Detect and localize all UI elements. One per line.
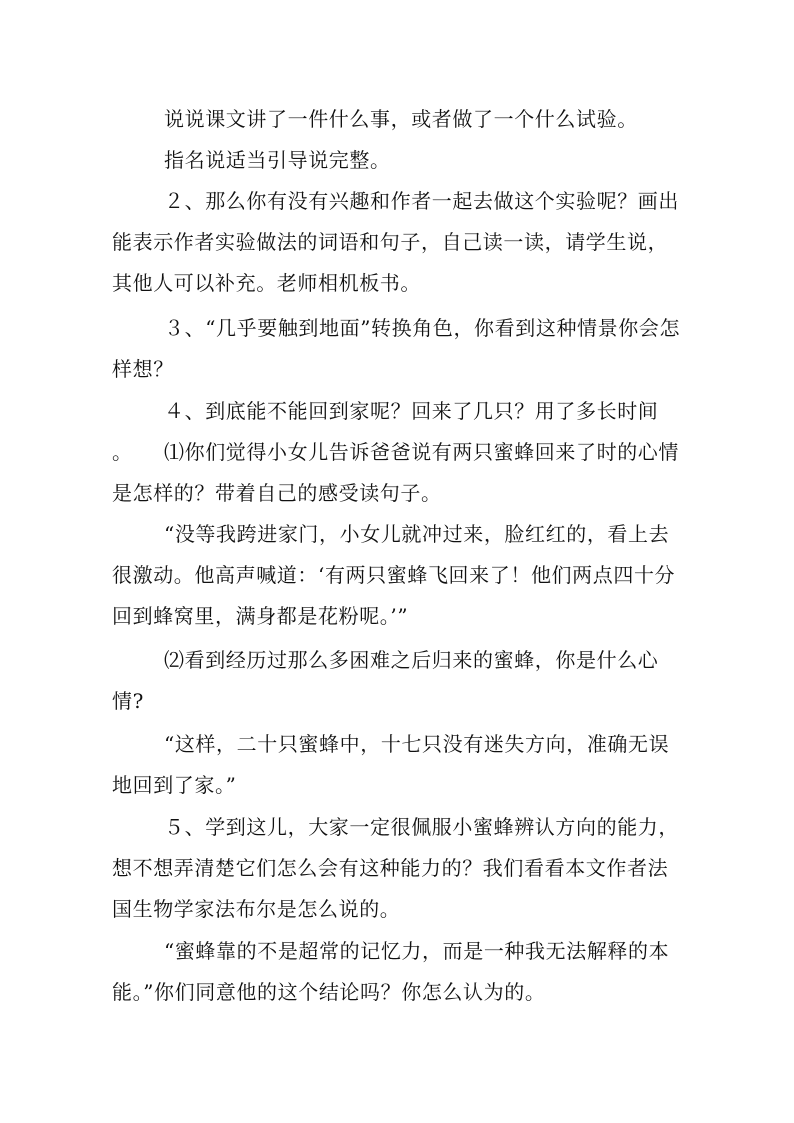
paragraph-1: 说说课文讲了一件什么事，或者做了一个什么试验。 — [164, 107, 638, 131]
paragraph-11-quote: “蜜蜂靠的不是超常的记忆力，而是一种我无法解释的本能。”你们同意他的这个结论吗？你怎么认为的。 — [112, 939, 670, 1004]
paragraph-8: ⑵看到经历过那么多困难之后归来的蜜蜂，你是什么心情? — [112, 648, 659, 713]
paragraph-4: ３、“几乎要触到地面”转换角色，你看到这种情景你会怎样想？ — [112, 316, 681, 381]
paragraph-3: ２、那么你有没有兴趣和作者一起去做这个实验呢？画出能表示作者实验做法的词语和句子，自己读一读，请学生说，其他人可以补充。老师相机板书。 — [112, 189, 679, 295]
paragraph-5: ４、到底能不能回到家呢？回来了几只？用了多长时间 。 — [112, 399, 659, 464]
paragraph-6: ⑴你们觉得小女儿告诉爸爸说有两只蜜蜂回来了时的心情是怎样的？带着自己的感受读句子。 — [112, 440, 679, 505]
paragraph-9-quote: “这样，二十只蜜蜂中，十七只没有迷失方向，准确无误地回到了家。” — [112, 732, 670, 797]
paragraph-2: 指名说适当引导说完整。 — [164, 148, 391, 172]
paragraph-7-quote: “没等我跨进家门，小女儿就冲过来，脸红红的，看上去很激动。他高声喊道：‘有两只蜜蜂飞回来了！他们两点四十分回到蜂窝里，满身都是花粉呢。’” — [112, 522, 676, 628]
paragraph-10: ５、学到这儿，大家一定很佩服小蜜蜂辨认方向的能力，想不想弄清楚它们怎么会有这种能力的？我们看看本文作者法国生物学家法布尔是怎么说的。 — [112, 815, 679, 921]
